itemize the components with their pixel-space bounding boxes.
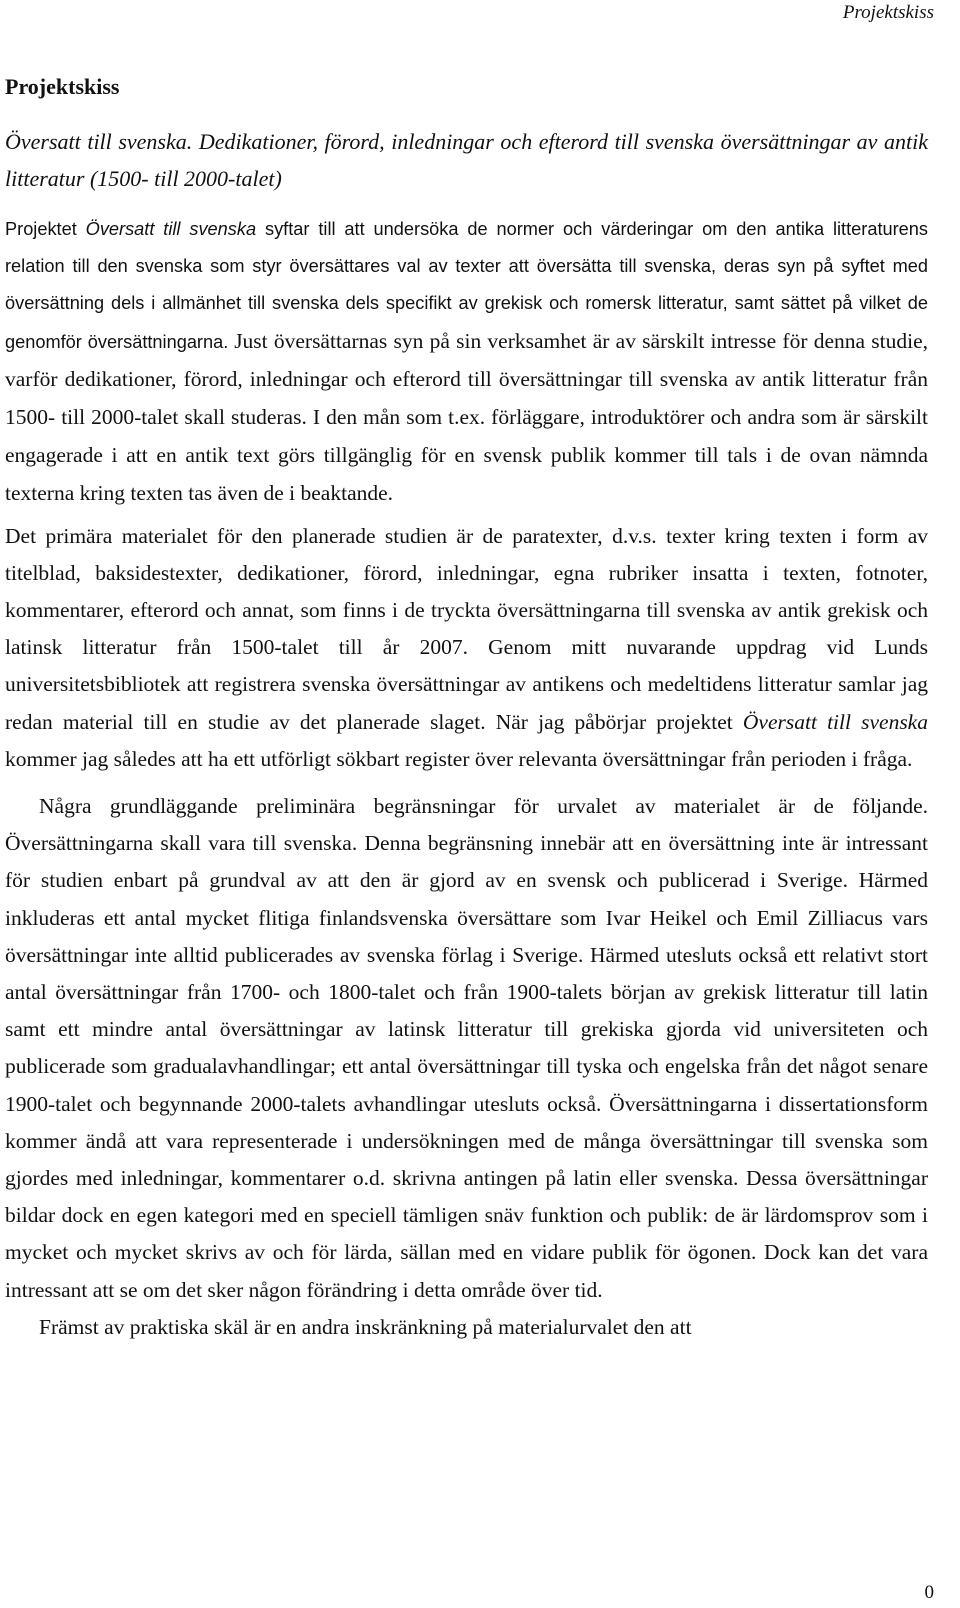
running-header: Projektskiss xyxy=(842,2,934,23)
paragraph-material xyxy=(5,518,928,778)
paragraph-project-aim xyxy=(5,211,928,514)
page-number: 0 xyxy=(924,1582,934,1603)
document-subtitle: Översatt till svenska. Dedikationer, förord, inledningar och efterord till svenska översättningar av antik litteratur (1500- till 2000-talet) xyxy=(5,129,928,191)
paragraph-practical-reasons: Främst av praktiska skäl är en andra inskränkning på materialurvalet den att xyxy=(39,1314,692,1339)
paragraph-text: Projektet xyxy=(5,219,86,239)
project-name-italic: Översatt till svenska xyxy=(742,709,928,734)
paragraph-text: kommer jag således att ha ett utförligt sökbart register över relevanta översättningar från perioden i fråga. xyxy=(5,746,913,771)
document-title: Projektskiss xyxy=(5,74,120,99)
paragraph-text: Det primära materialet för den planerade studien är de paratexter, d.v.s. texter kring texten i form av titelblad, baksidestexter, dedikationer, förord, inledningar, egna rubriker insatta i texten, fotnoter, kommentarer, efterord och annat, som finns i de tryckta översättningarna till svenska av antik grekisk och latinsk litteratur från 1500-talet till år 2007. Genom mitt nuvarande uppdrag vid Lunds universitetsbibliotek att registrera svenska översättningar av antikens och medeltidens litteratur samlar jag redan material till en studie av det planerade slaget. När jag påbörjar projektet xyxy=(5,523,928,734)
intro-section xyxy=(5,211,928,514)
paragraph-text: syftar till att undersöka de normer och värderingar om den antika litteraturens relation till den svenska som styr översättares val av texter att översätta till svenska, deras syn på syftet med översättning dels i allmänhet till svenska dels specifikt av grekisk och romersk litteratur, samt sättet på vilket de genomför översättningarna. xyxy=(5,219,928,352)
project-name-italic: Översatt till svenska xyxy=(85,219,257,239)
paragraph-limitations: Några grundläggande preliminära begränsningar för urvalet av materialet är de följande. Översättningarna skall vara till svenska. Denna begränsning innebär att en översättning inte är intressant för studien enbart på grundval av att den är gjord av en svensk och publicerad i Sverige. Härmed inkluderas ett antal mycket flitiga finlandsvenska översättare som Ivar Heikel och Emil Zilliacus vars översättningar inte alltid publicerades av svenska förlag i Sverige. Härmed utesluts också ett relativt stort antal översättningar från 1700- och 1800-talet och från 1900-talets början av grekisk litteratur till latin samt ett mindre antal översättningar av latinsk litteratur till grekiska gjorda vid universiteten och publicerade som gradualavhandlingar; ett antal översättningar till tyska och engelska från det något senare 1900-talet och begynnande 2000-talets avhandlingar utesluts också. Översättningarna i dissertationsform kommer ändå att vara representerade i undersökningen med de många översättningar till svenska som gjordes med inledningar, kommentarer o.d. skrivna antingen på latin eller svenska. Dessa översättningar bildar dock en egen kategori med en speciell tämligen snäv funktion och publik: de är lärdomsprov som i mycket och mycket skrivs av och för lärda, sällan med en vidare publik för ögonen. Dock kan det vara intressant att se om det sker någon förändring i detta område över tid. xyxy=(5,794,928,1302)
paragraph-text: Just översättarnas syn på sin verksamhet är av särskilt intresse för denna studie, varför dedikationer, förord, inledningar och efterord till översättningar till svenska av antik litteratur från 1500- till 2000-talet skall studeras. I den mån som t.ex. förläggare, introduktörer och andra som är särskilt engagerade i att en antik text görs tillgänglig för en svensk publik kommer till tals i de ovan nämnda texterna kring texten tas även de i beaktande. xyxy=(5,328,928,506)
document-body xyxy=(5,124,928,1346)
